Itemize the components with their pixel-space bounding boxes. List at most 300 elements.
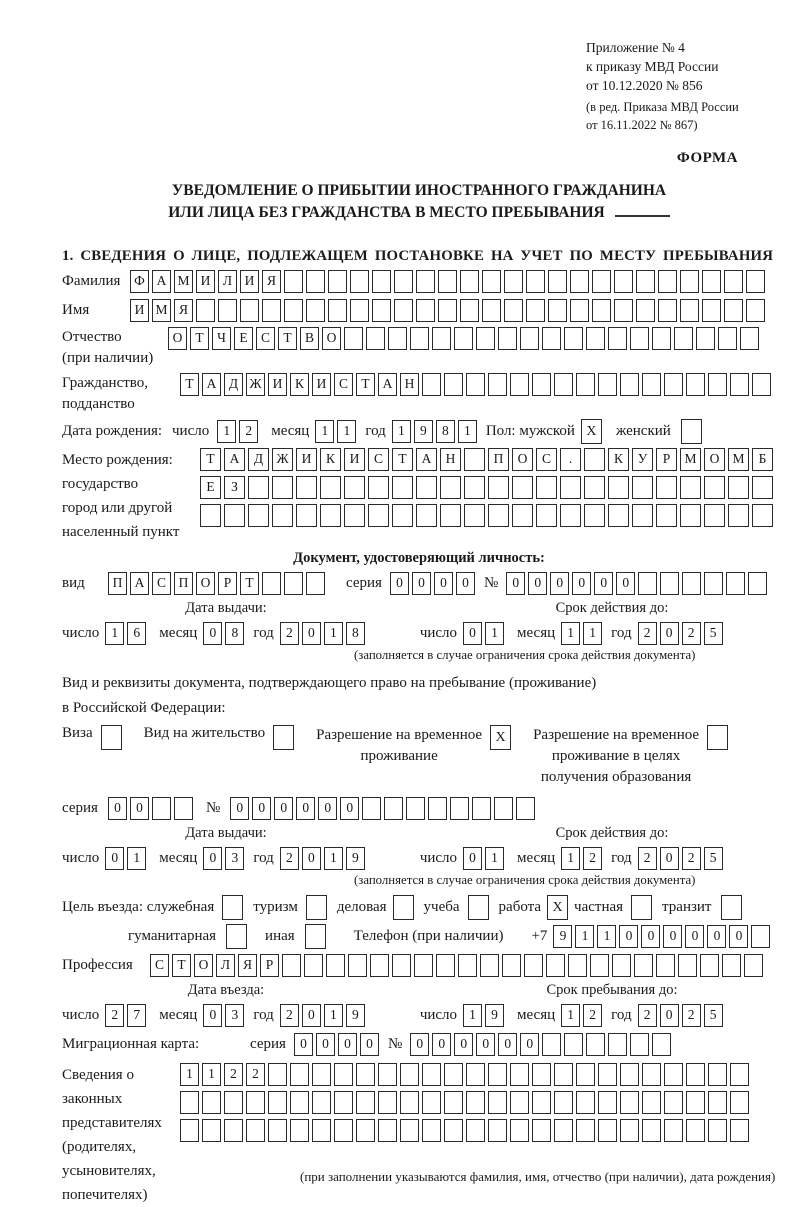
- char-box[interactable]: 0: [410, 1033, 429, 1056]
- char-box[interactable]: О: [704, 448, 725, 471]
- char-box[interactable]: [284, 270, 303, 293]
- char-box[interactable]: 0: [296, 797, 315, 820]
- char-box[interactable]: А: [378, 373, 397, 396]
- char-box[interactable]: 0: [294, 1033, 313, 1056]
- char-box[interactable]: Ф: [130, 270, 149, 293]
- purpose-business-checkbox[interactable]: [393, 895, 414, 920]
- char-box[interactable]: [510, 1063, 529, 1086]
- char-box[interactable]: [592, 270, 611, 293]
- char-box[interactable]: [200, 504, 221, 527]
- char-box[interactable]: [378, 1119, 397, 1142]
- purpose-official-checkbox[interactable]: [222, 895, 243, 920]
- char-box[interactable]: [708, 1119, 727, 1142]
- char-box[interactable]: [740, 327, 759, 350]
- char-box[interactable]: 1: [337, 420, 356, 443]
- char-box[interactable]: [564, 1033, 583, 1056]
- sex-male-checkbox[interactable]: X: [581, 419, 602, 444]
- char-box[interactable]: [450, 797, 469, 820]
- char-box[interactable]: [512, 476, 533, 499]
- char-box[interactable]: [284, 572, 303, 595]
- char-box[interactable]: [708, 1091, 727, 1114]
- char-box[interactable]: [466, 1063, 485, 1086]
- char-box[interactable]: [526, 299, 545, 322]
- rvp-edu-checkbox[interactable]: [707, 725, 728, 750]
- char-box[interactable]: [454, 327, 473, 350]
- char-box[interactable]: [554, 1063, 573, 1086]
- char-box[interactable]: [642, 1063, 661, 1086]
- char-box[interactable]: [632, 476, 653, 499]
- char-box[interactable]: 0: [707, 925, 726, 948]
- char-box[interactable]: [532, 1063, 551, 1086]
- char-box[interactable]: [272, 476, 293, 499]
- char-box[interactable]: [614, 270, 633, 293]
- char-box[interactable]: [526, 270, 545, 293]
- char-box[interactable]: [620, 373, 639, 396]
- char-box[interactable]: И: [296, 448, 317, 471]
- char-box[interactable]: А: [224, 448, 245, 471]
- char-box[interactable]: [584, 448, 605, 471]
- char-box[interactable]: [296, 476, 317, 499]
- char-box[interactable]: [328, 270, 347, 293]
- char-box[interactable]: С: [368, 448, 389, 471]
- char-box[interactable]: Л: [216, 954, 235, 977]
- char-box[interactable]: 3: [225, 1004, 244, 1027]
- char-box[interactable]: [686, 1063, 705, 1086]
- char-box[interactable]: 0: [230, 797, 249, 820]
- char-box[interactable]: [584, 504, 605, 527]
- char-box[interactable]: И: [344, 448, 365, 471]
- char-box[interactable]: 2: [224, 1063, 243, 1086]
- char-box[interactable]: [416, 299, 435, 322]
- char-box[interactable]: [532, 373, 551, 396]
- char-box[interactable]: 0: [456, 572, 475, 595]
- char-box[interactable]: Т: [356, 373, 375, 396]
- char-box[interactable]: [246, 1091, 265, 1114]
- char-box[interactable]: 0: [550, 572, 569, 595]
- char-box[interactable]: [414, 954, 433, 977]
- char-box[interactable]: [724, 299, 743, 322]
- char-box[interactable]: 0: [660, 622, 679, 645]
- char-box[interactable]: Т: [278, 327, 297, 350]
- char-box[interactable]: [306, 299, 325, 322]
- char-box[interactable]: 1: [463, 1004, 482, 1027]
- char-box[interactable]: [642, 373, 661, 396]
- char-box[interactable]: [664, 373, 683, 396]
- char-box[interactable]: 2: [280, 847, 299, 870]
- char-box[interactable]: И: [196, 270, 215, 293]
- char-box[interactable]: 0: [498, 1033, 517, 1056]
- char-box[interactable]: Р: [656, 448, 677, 471]
- char-box[interactable]: [464, 448, 485, 471]
- char-box[interactable]: [730, 1091, 749, 1114]
- char-box[interactable]: 8: [346, 622, 365, 645]
- char-box[interactable]: Д: [224, 373, 243, 396]
- char-box[interactable]: [704, 504, 725, 527]
- char-box[interactable]: [504, 299, 523, 322]
- char-box[interactable]: [388, 327, 407, 350]
- char-box[interactable]: 0: [432, 1033, 451, 1056]
- char-box[interactable]: 7: [127, 1004, 146, 1027]
- char-box[interactable]: [532, 1091, 551, 1114]
- char-box[interactable]: Т: [190, 327, 209, 350]
- char-box[interactable]: В: [300, 327, 319, 350]
- char-box[interactable]: Я: [262, 270, 281, 293]
- char-box[interactable]: [638, 572, 657, 595]
- char-box[interactable]: [554, 1091, 573, 1114]
- char-box[interactable]: [312, 1063, 331, 1086]
- char-box[interactable]: 0: [476, 1033, 495, 1056]
- char-box[interactable]: [686, 373, 705, 396]
- char-box[interactable]: [730, 1119, 749, 1142]
- char-box[interactable]: [344, 327, 363, 350]
- char-box[interactable]: [476, 327, 495, 350]
- char-box[interactable]: [284, 299, 303, 322]
- char-box[interactable]: [630, 1033, 649, 1056]
- char-box[interactable]: З: [224, 476, 245, 499]
- char-box[interactable]: С: [150, 954, 169, 977]
- char-box[interactable]: 0: [203, 1004, 222, 1027]
- char-box[interactable]: [348, 954, 367, 977]
- char-box[interactable]: [416, 504, 437, 527]
- char-box[interactable]: [696, 327, 715, 350]
- char-box[interactable]: [350, 270, 369, 293]
- char-box[interactable]: [718, 327, 737, 350]
- char-box[interactable]: [510, 1091, 529, 1114]
- char-box[interactable]: 1: [315, 420, 334, 443]
- char-box[interactable]: [708, 373, 727, 396]
- char-box[interactable]: [494, 797, 513, 820]
- char-box[interactable]: 0: [340, 797, 359, 820]
- char-box[interactable]: [598, 1119, 617, 1142]
- char-box[interactable]: А: [416, 448, 437, 471]
- char-box[interactable]: 2: [583, 1004, 602, 1027]
- char-box[interactable]: [664, 1063, 683, 1086]
- char-box[interactable]: 2: [239, 420, 258, 443]
- char-box[interactable]: 1: [324, 622, 343, 645]
- char-box[interactable]: [560, 476, 581, 499]
- char-box[interactable]: [664, 1119, 683, 1142]
- char-box[interactable]: [730, 373, 749, 396]
- char-box[interactable]: [460, 270, 479, 293]
- char-box[interactable]: [722, 954, 741, 977]
- char-box[interactable]: [752, 476, 773, 499]
- char-box[interactable]: 1: [324, 1004, 343, 1027]
- char-box[interactable]: [368, 504, 389, 527]
- char-box[interactable]: 2: [638, 622, 657, 645]
- char-box[interactable]: 1: [392, 420, 411, 443]
- char-box[interactable]: [440, 504, 461, 527]
- char-box[interactable]: К: [608, 448, 629, 471]
- char-box[interactable]: [608, 1033, 627, 1056]
- char-box[interactable]: [554, 373, 573, 396]
- char-box[interactable]: [704, 476, 725, 499]
- sex-female-checkbox[interactable]: [681, 419, 702, 444]
- char-box[interactable]: 1: [458, 420, 477, 443]
- char-box[interactable]: И: [130, 299, 149, 322]
- char-box[interactable]: [652, 327, 671, 350]
- char-box[interactable]: [262, 299, 281, 322]
- char-box[interactable]: [512, 504, 533, 527]
- char-box[interactable]: [290, 1119, 309, 1142]
- char-box[interactable]: 0: [616, 572, 635, 595]
- char-box[interactable]: Ж: [246, 373, 265, 396]
- char-box[interactable]: О: [168, 327, 187, 350]
- char-box[interactable]: [576, 1063, 595, 1086]
- char-box[interactable]: [422, 1091, 441, 1114]
- char-box[interactable]: [356, 1119, 375, 1142]
- char-box[interactable]: 0: [641, 925, 660, 948]
- char-box[interactable]: 0: [572, 572, 591, 595]
- char-box[interactable]: У: [632, 448, 653, 471]
- char-box[interactable]: 5: [704, 847, 723, 870]
- char-box[interactable]: [751, 925, 770, 948]
- char-box[interactable]: 2: [246, 1063, 265, 1086]
- purpose-private-checkbox[interactable]: [631, 895, 652, 920]
- char-box[interactable]: 0: [316, 1033, 335, 1056]
- char-box[interactable]: [384, 797, 403, 820]
- char-box[interactable]: [744, 954, 763, 977]
- char-box[interactable]: 9: [346, 847, 365, 870]
- char-box[interactable]: Н: [400, 373, 419, 396]
- char-box[interactable]: 0: [463, 622, 482, 645]
- char-box[interactable]: [542, 327, 561, 350]
- char-box[interactable]: [444, 1119, 463, 1142]
- char-box[interactable]: 1: [202, 1063, 221, 1086]
- char-box[interactable]: [752, 504, 773, 527]
- char-box[interactable]: Ч: [212, 327, 231, 350]
- char-box[interactable]: [532, 1119, 551, 1142]
- char-box[interactable]: [728, 476, 749, 499]
- char-box[interactable]: [334, 1091, 353, 1114]
- char-box[interactable]: [290, 1063, 309, 1086]
- char-box[interactable]: [438, 270, 457, 293]
- char-box[interactable]: И: [240, 270, 259, 293]
- char-box[interactable]: [598, 1063, 617, 1086]
- char-box[interactable]: 2: [638, 847, 657, 870]
- char-box[interactable]: [498, 327, 517, 350]
- char-box[interactable]: 0: [302, 622, 321, 645]
- char-box[interactable]: [440, 476, 461, 499]
- char-box[interactable]: 1: [485, 622, 504, 645]
- char-box[interactable]: П: [174, 572, 193, 595]
- char-box[interactable]: [224, 1119, 243, 1142]
- char-box[interactable]: 2: [682, 1004, 701, 1027]
- char-box[interactable]: О: [194, 954, 213, 977]
- char-box[interactable]: [642, 1091, 661, 1114]
- char-box[interactable]: [444, 373, 463, 396]
- char-box[interactable]: [686, 1091, 705, 1114]
- char-box[interactable]: [400, 1119, 419, 1142]
- char-box[interactable]: [584, 476, 605, 499]
- char-box[interactable]: [576, 1119, 595, 1142]
- char-box[interactable]: [548, 270, 567, 293]
- char-box[interactable]: [464, 504, 485, 527]
- char-box[interactable]: [304, 954, 323, 977]
- char-box[interactable]: [334, 1063, 353, 1086]
- char-box[interactable]: [432, 327, 451, 350]
- char-box[interactable]: 0: [463, 847, 482, 870]
- char-box[interactable]: [570, 270, 589, 293]
- char-box[interactable]: [746, 270, 765, 293]
- char-box[interactable]: [240, 299, 259, 322]
- rvp-checkbox[interactable]: X: [490, 725, 511, 750]
- char-box[interactable]: [524, 954, 543, 977]
- char-box[interactable]: 2: [280, 622, 299, 645]
- char-box[interactable]: О: [512, 448, 533, 471]
- char-box[interactable]: 9: [346, 1004, 365, 1027]
- char-box[interactable]: 0: [685, 925, 704, 948]
- char-box[interactable]: [394, 299, 413, 322]
- char-box[interactable]: А: [202, 373, 221, 396]
- char-box[interactable]: [488, 1063, 507, 1086]
- char-box[interactable]: М: [174, 270, 193, 293]
- char-box[interactable]: [416, 270, 435, 293]
- char-box[interactable]: [460, 299, 479, 322]
- char-box[interactable]: [394, 270, 413, 293]
- char-box[interactable]: Н: [440, 448, 461, 471]
- char-box[interactable]: [202, 1091, 221, 1114]
- char-box[interactable]: 1: [583, 622, 602, 645]
- purpose-tourism-checkbox[interactable]: [306, 895, 327, 920]
- char-box[interactable]: 1: [561, 1004, 580, 1027]
- char-box[interactable]: [356, 1063, 375, 1086]
- char-box[interactable]: [224, 504, 245, 527]
- char-box[interactable]: [590, 954, 609, 977]
- char-box[interactable]: [598, 373, 617, 396]
- char-box[interactable]: [466, 1119, 485, 1142]
- char-box[interactable]: [746, 299, 765, 322]
- char-box[interactable]: [752, 373, 771, 396]
- char-box[interactable]: О: [322, 327, 341, 350]
- char-box[interactable]: 1: [180, 1063, 199, 1086]
- char-box[interactable]: [370, 954, 389, 977]
- char-box[interactable]: 0: [506, 572, 525, 595]
- char-box[interactable]: [548, 299, 567, 322]
- char-box[interactable]: [282, 954, 301, 977]
- char-box[interactable]: Ж: [272, 448, 293, 471]
- char-box[interactable]: [362, 797, 381, 820]
- char-box[interactable]: С: [536, 448, 557, 471]
- char-box[interactable]: 1: [561, 847, 580, 870]
- char-box[interactable]: А: [130, 572, 149, 595]
- char-box[interactable]: 0: [302, 1004, 321, 1027]
- char-box[interactable]: [636, 270, 655, 293]
- char-box[interactable]: [642, 1119, 661, 1142]
- char-box[interactable]: [306, 270, 325, 293]
- char-box[interactable]: 0: [729, 925, 748, 948]
- char-box[interactable]: 0: [338, 1033, 357, 1056]
- char-box[interactable]: О: [196, 572, 215, 595]
- char-box[interactable]: .: [560, 448, 581, 471]
- char-box[interactable]: [680, 476, 701, 499]
- char-box[interactable]: [312, 1091, 331, 1114]
- char-box[interactable]: 0: [203, 847, 222, 870]
- char-box[interactable]: 1: [217, 420, 236, 443]
- char-box[interactable]: [174, 797, 193, 820]
- char-box[interactable]: А: [152, 270, 171, 293]
- char-box[interactable]: [268, 1091, 287, 1114]
- char-box[interactable]: [660, 572, 679, 595]
- char-box[interactable]: 9: [414, 420, 433, 443]
- char-box[interactable]: Д: [248, 448, 269, 471]
- char-box[interactable]: [488, 373, 507, 396]
- char-box[interactable]: [592, 299, 611, 322]
- char-box[interactable]: 9: [485, 1004, 504, 1027]
- char-box[interactable]: [704, 572, 723, 595]
- char-box[interactable]: [372, 270, 391, 293]
- char-box[interactable]: 0: [360, 1033, 379, 1056]
- char-box[interactable]: [400, 1091, 419, 1114]
- char-box[interactable]: [728, 504, 749, 527]
- char-box[interactable]: 0: [274, 797, 293, 820]
- char-box[interactable]: [748, 572, 767, 595]
- char-box[interactable]: [306, 572, 325, 595]
- char-box[interactable]: [536, 504, 557, 527]
- char-box[interactable]: Т: [172, 954, 191, 977]
- char-box[interactable]: 2: [638, 1004, 657, 1027]
- char-box[interactable]: П: [488, 448, 509, 471]
- char-box[interactable]: 0: [619, 925, 638, 948]
- char-box[interactable]: [656, 954, 675, 977]
- char-box[interactable]: [608, 504, 629, 527]
- char-box[interactable]: [290, 1091, 309, 1114]
- char-box[interactable]: Т: [200, 448, 221, 471]
- char-box[interactable]: 8: [436, 420, 455, 443]
- char-box[interactable]: 2: [280, 1004, 299, 1027]
- char-box[interactable]: [702, 270, 721, 293]
- char-box[interactable]: [674, 327, 693, 350]
- char-box[interactable]: [328, 299, 347, 322]
- char-box[interactable]: [334, 1119, 353, 1142]
- char-box[interactable]: [466, 1091, 485, 1114]
- char-box[interactable]: [436, 954, 455, 977]
- char-box[interactable]: [620, 1119, 639, 1142]
- char-box[interactable]: [458, 954, 477, 977]
- char-box[interactable]: [438, 299, 457, 322]
- char-box[interactable]: [488, 504, 509, 527]
- char-box[interactable]: [262, 572, 281, 595]
- char-box[interactable]: [652, 1033, 671, 1056]
- char-box[interactable]: [510, 1119, 529, 1142]
- char-box[interactable]: [472, 797, 491, 820]
- purpose-transit-checkbox[interactable]: [721, 895, 742, 920]
- char-box[interactable]: [356, 1091, 375, 1114]
- char-box[interactable]: [730, 1063, 749, 1086]
- char-box[interactable]: [372, 299, 391, 322]
- char-box[interactable]: [344, 476, 365, 499]
- char-box[interactable]: М: [728, 448, 749, 471]
- char-box[interactable]: 0: [318, 797, 337, 820]
- char-box[interactable]: [422, 373, 441, 396]
- char-box[interactable]: [576, 1091, 595, 1114]
- char-box[interactable]: [680, 270, 699, 293]
- char-box[interactable]: [400, 1063, 419, 1086]
- char-box[interactable]: [570, 299, 589, 322]
- char-box[interactable]: Б: [752, 448, 773, 471]
- purpose-other-checkbox[interactable]: [305, 924, 326, 949]
- char-box[interactable]: С: [256, 327, 275, 350]
- char-box[interactable]: [196, 299, 215, 322]
- char-box[interactable]: [658, 270, 677, 293]
- char-box[interactable]: [726, 572, 745, 595]
- char-box[interactable]: 0: [660, 1004, 679, 1027]
- char-box[interactable]: [344, 504, 365, 527]
- char-box[interactable]: [504, 270, 523, 293]
- char-box[interactable]: 1: [324, 847, 343, 870]
- char-box[interactable]: И: [268, 373, 287, 396]
- char-box[interactable]: 1: [485, 847, 504, 870]
- char-box[interactable]: [488, 1119, 507, 1142]
